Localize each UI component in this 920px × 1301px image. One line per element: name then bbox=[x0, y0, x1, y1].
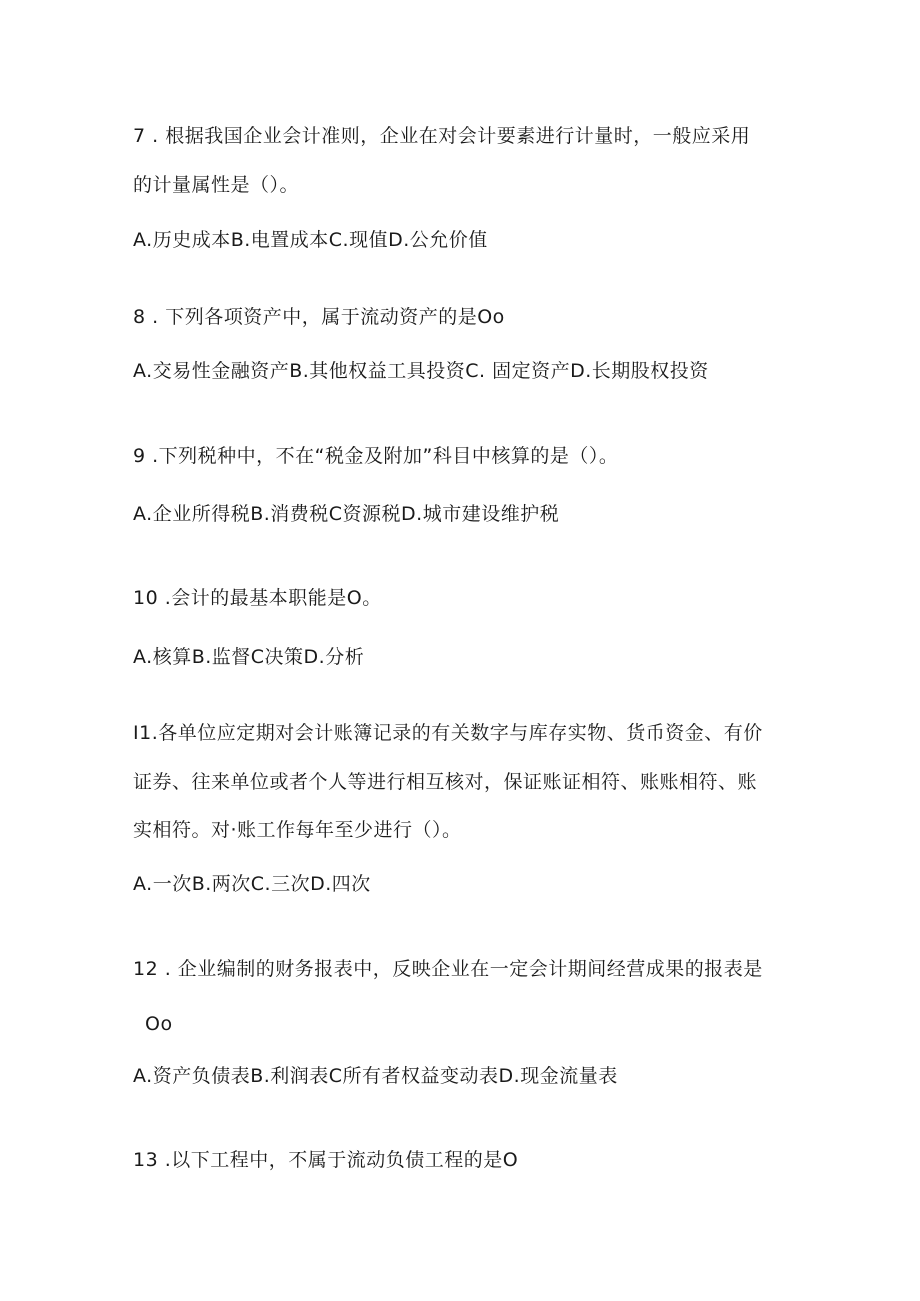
question-10-options: A.核算B.监督C决策D.分析 bbox=[133, 646, 365, 668]
question-12-text-line-1: 12 . 企业编制的财务报表中，反映企业在一定会计期间经营成果的报表是 bbox=[133, 958, 763, 980]
question-7-options: A.历史成本B.电置成本C.现值D.公允价值 bbox=[133, 229, 488, 251]
question-10-text: 10 .会计的最基本职能是O。 bbox=[133, 587, 382, 609]
question-11-options: A.一次B.两次C.三次D.四次 bbox=[133, 873, 371, 895]
question-9-text: 9 .下列税种中，不在“税金及附加”科目中核算的是（）。 bbox=[133, 445, 619, 467]
question-7-text-line-1: 7 . 根据我国企业会计准则，企业在对会计要素进行计量时，一般应采用 bbox=[133, 125, 751, 147]
question-9-options: A.企业所得税B.消费税C资源税D.城市建设维护税 bbox=[133, 503, 560, 525]
question-11-text-line-1: I1.各单位应定期对会计账簿记录的有关数字与库存实物、货币资金、有价 bbox=[133, 722, 763, 744]
question-8-options: A.交易性金融资产B.其他权益工具投资C. 固定资产D.长期股权投资 bbox=[133, 360, 709, 382]
question-11-text-line-3: 实相符。对·账工作每年至少进行（）。 bbox=[133, 819, 462, 841]
question-11-text-line-2: 证券、往来单位或者个人等进行相互核对，保证账证相符、账账相符、账 bbox=[133, 771, 758, 793]
question-12-text-line-2: Oo bbox=[145, 1013, 173, 1035]
question-12-options: A.资产负债表B.利润表C所有者权益变动表D.现金流量表 bbox=[133, 1065, 618, 1087]
question-8-text: 8 . 下列各项资产中，属于流动资产的是Oo bbox=[133, 306, 505, 328]
question-13-text: 13 .以下工程中，不属于流动负债工程的是O bbox=[133, 1149, 519, 1171]
question-7-text-line-2: 的计量属性是（）。 bbox=[133, 174, 300, 196]
